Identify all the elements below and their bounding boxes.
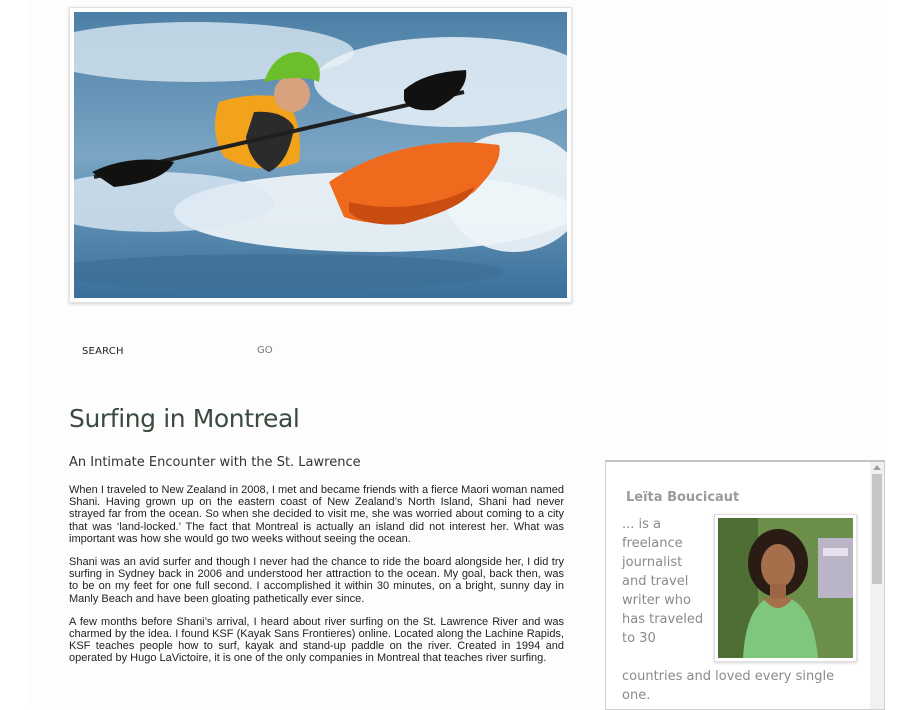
search-label: SEARCH <box>82 346 124 357</box>
author-photo <box>714 514 857 662</box>
author-portrait <box>718 518 853 658</box>
article-paragraph: Shani was an avid surfer and though I never had the chance to ride the board alongside her, I did try surfing in Sydney back in 2006 and understood her attraction to the ocean. My goal, back then, was to be on my feet for one full second. I accomplished it within 30 minutes, on a bright, sunny day in Manly Beach and have been gloating pathetically ever since. <box>69 556 564 605</box>
post-subtitle: An Intimate Encounter with the St. Lawrence <box>69 455 361 470</box>
scroll-up-arrow-icon[interactable] <box>873 465 881 470</box>
scroll-thumb[interactable] <box>872 474 882 584</box>
hero-image <box>69 7 572 303</box>
article-body <box>69 484 564 676</box>
go-button[interactable]: GO <box>257 345 273 356</box>
author-name: Leïta Boucicaut <box>626 490 740 505</box>
widget-scrollbar[interactable] <box>870 462 884 710</box>
author-bio: ... is a freelance journalist and travel writer who has traveled to 30 <box>622 517 704 646</box>
post-title: Surfing in Montreal <box>69 404 300 433</box>
author-widget <box>605 460 885 710</box>
search-input[interactable] <box>130 340 248 362</box>
article-paragraph: When I traveled to New Zealand in 2008, I met and became friends with a fierce Maori woman named Shani. Having grown up on the eastern coast of New Zealand’s North Island, Shani had never strayed far from the ocean. So when she decided to visit me, she was worried about coming to a city that was ‘land-locked.’ The fact that Montreal is actually an island did not interest her. What was important was how she would go two weeks without seeing the ocean. <box>69 484 564 545</box>
kayaker-photo <box>74 12 567 298</box>
author-bio-continued: countries and loved every single one. <box>622 669 835 703</box>
article-paragraph: A few months before Shani’s arrival, I heard about river surfing on the St. Lawrence River and was charmed by the idea. I found KSF (Kayak Sans Frontieres) online. Located along the Lachine Rapids, KSF teaches people how to surf, kayak and stand-up paddle on the river. Created in 1994 and operated by Hugo LaVictoire, it is one of the only companies in Montreal that teaches river surfing. <box>69 615 564 665</box>
